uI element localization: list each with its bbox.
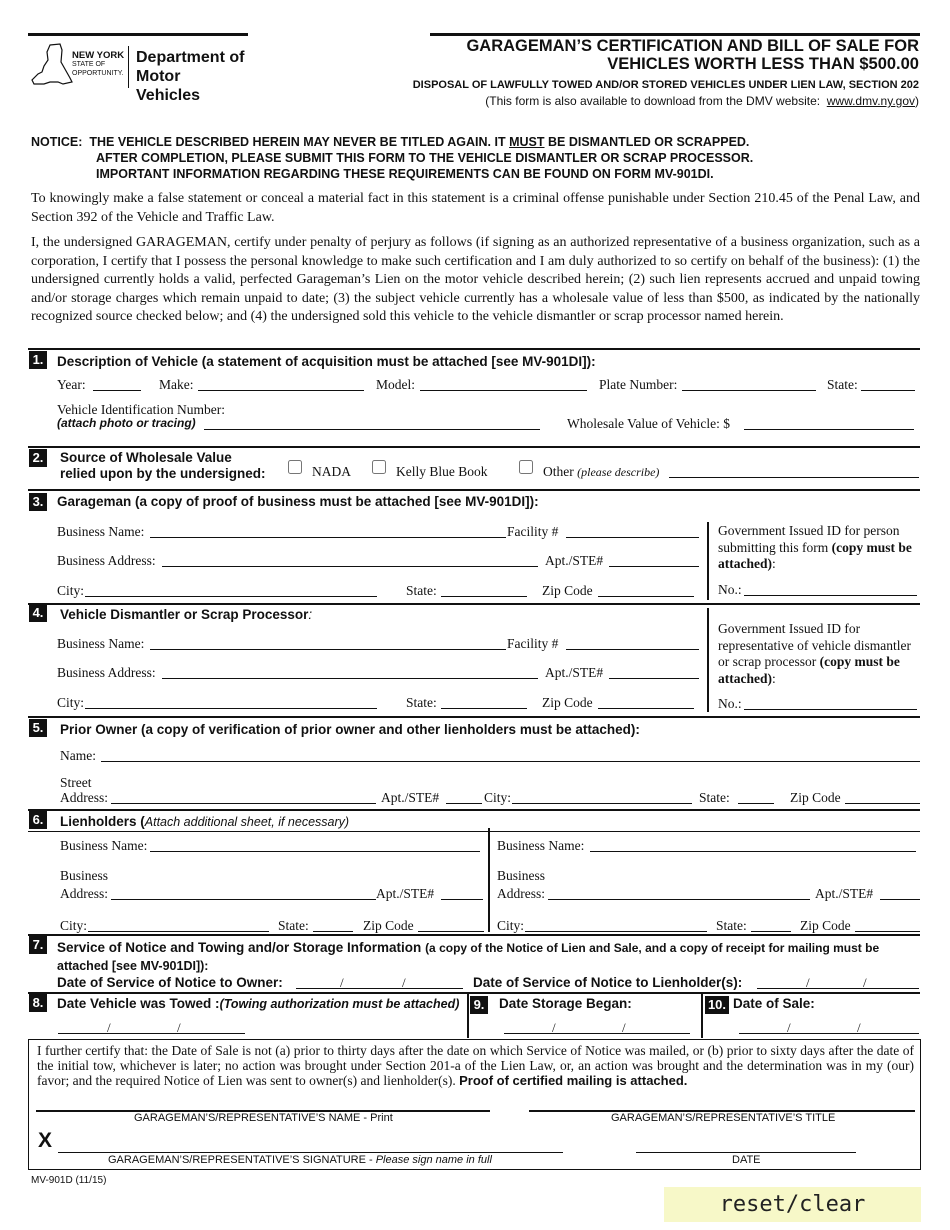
dismantler-id-no-label: No.:: [718, 696, 742, 711]
gov-id-attached: attached): [718, 556, 772, 571]
section4-title: [60, 607, 312, 622]
new-york-state-map-icon: [30, 42, 74, 88]
representative-name-label: GARAGEMAN’S/REPRESENTATIVE’S NAME - Print: [134, 1112, 393, 1124]
logo-state-text: [72, 51, 124, 78]
dismantler-apt-label: Apt./STE#: [545, 665, 604, 680]
model-label: Model:: [376, 377, 415, 392]
section2-title-line2: relied upon by the undersigned:: [60, 466, 266, 481]
wholesale-value-input[interactable]: [744, 416, 914, 430]
other-source-input[interactable]: [669, 464, 919, 478]
dismantler-gov-id-colon: :: [772, 670, 776, 686]
representative-name-input[interactable]: [36, 1096, 490, 1112]
plate-number-input[interactable]: [682, 377, 816, 391]
year-label: Year:: [57, 377, 86, 392]
garageman-zip-label: Zip Code: [542, 583, 593, 598]
section2-rule: [28, 446, 920, 448]
year-input[interactable]: [93, 377, 141, 391]
lienholder-date-slash2: /: [863, 975, 867, 990]
gov-id-line2: submitting this form: [718, 539, 829, 555]
dismantler-business-name-label: Business Name:: [57, 636, 145, 651]
lienholder2-address-label: Address:: [497, 886, 545, 901]
lienholder1-apt-input[interactable]: [441, 886, 483, 900]
section8-title-text: Date Vehicle was Towed :: [57, 996, 220, 1011]
other-source-label: [543, 464, 659, 480]
section7-title-note2: attached [see MV-901DI]):: [57, 959, 209, 973]
signature-input[interactable]: [58, 1137, 563, 1153]
section1-number: 1.: [29, 351, 47, 369]
section7-title-note: (a copy of the Notice of Lien and Sale, and a copy of receipt for mailing must be: [425, 941, 880, 955]
nada-label: NADA: [312, 464, 351, 479]
signature-label-text: GARAGEMAN’S/REPRESENTATIVE’S SIGNATURE -: [108, 1154, 373, 1166]
section5-title: Prior Owner (a copy of verification of prior owner and other lienholders must be attached):: [60, 722, 640, 737]
section3-number: 3.: [29, 493, 47, 511]
notice-line1-a: THE VEHICLE DESCRIBED HEREIN MAY NEVER BE TITLED AGAIN. IT: [89, 135, 506, 149]
prior-owner-apt-label: Apt./STE#: [381, 790, 440, 805]
vin-note: (attach photo or tracing): [57, 416, 196, 430]
section3-rule: [28, 489, 920, 491]
logo-dept-line2: Motor Vehicles: [136, 68, 201, 104]
gov-id-colon: :: [772, 556, 776, 571]
section10-divider: [701, 994, 703, 1038]
make-label: Make:: [159, 377, 194, 392]
prior-owner-name-input[interactable]: [101, 748, 920, 762]
header-top-rule-right: [430, 33, 920, 36]
owner-date-slash1: /: [340, 975, 344, 990]
lienholder1-business-name-label: Business Name:: [60, 838, 148, 853]
prior-owner-street-label: Street: [60, 775, 92, 790]
logo-dept-text: [136, 48, 245, 105]
final-certify-text: I further certify that: the Date of Sale is not (a) prior to thirty days after the date on which Service of Notice was mailed, or (b) prior to sixty days after the date of the initial tow, whichever is later; no action was brought under Section 201-a of the Lien Law, or, an action was brought and the determination was in my (our) favor; and the required Notice of Lien was sent to owner(s) and lienholder(s).: [37, 1043, 914, 1088]
dismantler-facility-input[interactable]: [566, 636, 699, 650]
nada-checkbox[interactable]: [288, 460, 302, 474]
garageman-business-address-input[interactable]: [162, 553, 538, 567]
section4-title-text: Vehicle Dismantler or Scrap Processor: [60, 607, 309, 622]
dismantler-business-name-input[interactable]: [150, 636, 506, 650]
dismantler-apt-input[interactable]: [609, 665, 699, 679]
section6-rule: [28, 809, 920, 811]
prior-owner-zip-label: Zip Code: [790, 790, 841, 805]
section10-title: Date of Sale:: [733, 996, 815, 1011]
lienholder2-state-label: State:: [716, 918, 747, 933]
section3-title: Garageman (a copy of proof of business must be attached [see MV-901DI]):: [57, 494, 539, 509]
vehicle-state-label: State:: [827, 377, 858, 392]
section6-sub-rule: [28, 831, 920, 832]
certification-paragraph: I, the undersigned GARAGEMAN, certify under penalty of perjury as follows (if signing as an authorized representative of a business organization, such as a corporation, I certify that I possess the personal knowledge to make such certification and I am duly authorized to so certify on behalf of the business): (1) the undersigned currently holds a valid, perfected Garageman’s Lien on the motor vehicle described herein; (2) such lien represents accrued and unpaid towing and/or storage charges which remain unpaid to date; (3) the subject vehicle currently has a wholesale value of less than $500, as indicated by the nationally recognized source checked below; and (4) the undersigned sold this vehicle to the vehicle dismantler or scrap processor named herein.: [31, 235, 920, 324]
lienholder1-address-label: Address:: [60, 886, 108, 901]
garageman-business-name-input[interactable]: [150, 524, 506, 538]
signature-label: [108, 1154, 492, 1166]
lienholder1-city-input[interactable]: [88, 918, 269, 932]
section5-number: 5.: [29, 719, 47, 737]
dismantler-gov-id-label: [718, 621, 921, 687]
section9-number: 9.: [470, 996, 488, 1014]
lienholder2-city-label: City:: [497, 918, 525, 933]
prior-owner-address-input[interactable]: [111, 790, 376, 804]
make-input[interactable]: [198, 377, 364, 391]
garageman-business-name-label: Business Name:: [57, 524, 145, 539]
logo-state-line1: NEW YORK: [72, 50, 125, 61]
vehicle-state-input[interactable]: [861, 377, 915, 391]
sale-date-input[interactable]: [739, 1020, 919, 1034]
wholesale-value-label: Wholesale Value of Vehicle: $: [567, 416, 730, 431]
plate-number-label: Plate Number:: [599, 377, 678, 392]
lienholder1-apt-label: Apt./STE#: [376, 886, 435, 901]
garageman-facility-input[interactable]: [566, 524, 699, 538]
section3-id-divider: [707, 522, 709, 600]
logo-divider: [128, 46, 129, 88]
dismantler-city-input[interactable]: [85, 695, 377, 709]
dismantler-gov-id-line1: Government Issued ID for: [718, 621, 861, 636]
lienholder1-business-label: Business: [60, 868, 109, 883]
section4-rule: [28, 603, 920, 605]
dismantler-city-label: City:: [57, 695, 85, 710]
signature-date-input[interactable]: [636, 1137, 856, 1153]
sale-date-slash2: /: [857, 1020, 861, 1035]
lienholder2-zip-label: Zip Code: [800, 918, 851, 933]
signature-label-note: Please sign name in full: [375, 1154, 492, 1166]
dismantler-gov-id-bold1: (copy must be: [819, 654, 900, 669]
dismantler-gov-id-line2: representative of vehicle dismantler: [718, 637, 912, 653]
garageman-facility-label: Facility #: [507, 524, 559, 539]
lienholder2-business-label: Business: [497, 868, 546, 883]
lienholder2-business-name-input[interactable]: [590, 838, 916, 852]
garageman-city-input[interactable]: [85, 583, 377, 597]
final-certification-text: [37, 1043, 914, 1088]
kelly-blue-book-label: Kelly Blue Book: [396, 464, 488, 479]
section6-title: [60, 814, 349, 829]
notice-line3: IMPORTANT INFORMATION REGARDING THESE REQUIREMENTS CAN BE FOUND ON FORM MV-901DI.: [96, 167, 714, 181]
garageman-zip-input[interactable]: [598, 583, 694, 597]
warning-paragraph: To knowingly make a false statement or conceal a material fact in this statement is a criminal offense punishable under Section 210.45 of the Penal Law, and Section 392 of the Vehicle and Traffic Law.: [31, 191, 920, 225]
section8-title: [57, 996, 459, 1011]
form-title-line1: GARAGEMAN’S CERTIFICATION AND BILL OF SALE FOR: [466, 37, 919, 55]
form-title-line2: VEHICLES WORTH LESS THAN $500.00: [607, 55, 919, 73]
section7-title-text: Service of Notice and Towing and/or Storage Information: [57, 940, 422, 955]
prior-owner-state-input[interactable]: [738, 790, 774, 804]
section8-number: 8.: [29, 994, 47, 1012]
form-id: MV-901D (11/15): [31, 1175, 107, 1186]
representative-title-input[interactable]: [529, 1096, 915, 1112]
section1-title: Description of Vehicle (a statement of acquisition must be attached [see MV-901DI]):: [57, 354, 596, 369]
download-note-close: ): [915, 94, 919, 108]
lienholder2-city-input[interactable]: [525, 918, 707, 932]
storage-date-slash2: /: [622, 1020, 626, 1035]
dismantler-state-input[interactable]: [441, 695, 527, 709]
section10-number: 10.: [705, 996, 729, 1014]
download-note-text: (This form is also available to download from the DMV website:: [485, 94, 821, 108]
section6-title-note: Attach additional sheet, if necessary): [144, 815, 350, 829]
towed-date-input[interactable]: [58, 1020, 245, 1034]
owner-notice-date-label: Date of Service of Notice to Owner:: [57, 975, 283, 990]
lienholder-date-slash1: /: [806, 975, 810, 990]
dismantler-state-label: State:: [406, 695, 437, 710]
download-note: [485, 94, 919, 108]
section4-number: 4.: [29, 604, 47, 622]
prior-owner-zip-input[interactable]: [845, 790, 920, 804]
section4-id-divider: [707, 608, 709, 712]
model-input[interactable]: [420, 377, 587, 391]
notice-block: [31, 134, 753, 182]
lienholder2-business-name-label: Business Name:: [497, 838, 585, 853]
owner-notice-date-input[interactable]: [296, 975, 463, 989]
dismantler-business-address-input[interactable]: [162, 665, 538, 679]
section7-number: 7.: [29, 936, 47, 954]
dismantler-gov-id-line3: or scrap processor: [718, 654, 817, 669]
gov-id-line1: Government Issued ID for person: [718, 523, 900, 538]
vin-label: Vehicle Identification Number:: [57, 402, 225, 417]
representative-title-label: GARAGEMAN’S/REPRESENTATIVE’S TITLE: [611, 1112, 836, 1124]
section2-title: [60, 450, 266, 482]
sale-date-slash1: /: [787, 1020, 791, 1035]
kelly-blue-book-checkbox[interactable]: [372, 460, 386, 474]
form-title: [466, 37, 919, 73]
storage-began-date-input[interactable]: [504, 1020, 690, 1034]
other-label-text: Other: [543, 464, 574, 479]
garageman-state-input[interactable]: [441, 583, 527, 597]
lienholder1-city-label: City:: [60, 918, 88, 933]
other-label-note: (please describe): [577, 465, 660, 479]
lienholder-notice-date-input[interactable]: [757, 975, 919, 989]
vin-input[interactable]: [204, 416, 540, 430]
lienholder2-state-input[interactable]: [751, 918, 791, 932]
prior-owner-city-input[interactable]: [512, 790, 692, 804]
reset-clear-button[interactable]: reset/clear: [664, 1187, 921, 1222]
lienholder2-address-input[interactable]: [548, 886, 810, 900]
garageman-gov-id-label: [718, 523, 921, 573]
notice-must: MUST: [509, 135, 545, 149]
dismantler-business-address-label: Business Address:: [57, 665, 156, 680]
signature-date-label: DATE: [732, 1154, 761, 1166]
other-source-checkbox[interactable]: [519, 460, 533, 474]
section6-number: 6.: [29, 811, 47, 829]
prior-owner-address-label: Address:: [60, 790, 108, 805]
dismantler-facility-label: Facility #: [507, 636, 559, 651]
storage-date-slash1: /: [552, 1020, 556, 1035]
section6-title-text: Lienholders (: [60, 814, 145, 829]
garageman-id-no-label: No.:: [718, 582, 742, 597]
towed-date-slash2: /: [177, 1020, 181, 1035]
signature-x-mark: X: [38, 1129, 53, 1152]
section9-title: Date Storage Began:: [499, 996, 632, 1011]
garageman-apt-label: Apt./STE#: [545, 553, 604, 568]
prior-owner-state-label: State:: [699, 790, 730, 805]
section4-title-colon: :: [308, 607, 313, 622]
lienholder1-address-input[interactable]: [111, 886, 376, 900]
section8-title-note: (Towing authorization must be attached): [219, 997, 460, 1011]
notice-line2: AFTER COMPLETION, PLEASE SUBMIT THIS FORM TO THE VEHICLE DISMANTLER OR SCRAP PROCESSOR.: [96, 151, 754, 165]
section2-number: 2.: [29, 449, 47, 467]
lienholder2-apt-label: Apt./STE#: [815, 886, 874, 901]
lienholder1-zip-input[interactable]: [418, 918, 484, 932]
prior-owner-apt-input[interactable]: [446, 790, 482, 804]
garageman-business-address-label: Business Address:: [57, 553, 156, 568]
lienholder1-state-label: State:: [278, 918, 309, 933]
section1-rule: [28, 348, 920, 350]
section2-title-line1: Source of Wholesale Value: [60, 450, 232, 465]
final-certify-bold: Proof of certified mailing is attached.: [459, 1073, 688, 1088]
towed-date-slash1: /: [107, 1020, 111, 1035]
owner-date-slash2: /: [402, 975, 406, 990]
dismantler-zip-label: Zip Code: [542, 695, 593, 710]
form-subtitle: DISPOSAL OF LAWFULLY TOWED AND/OR STORED VEHICLES UNDER LIEN LAW, SECTION 202: [412, 79, 919, 91]
header-top-rule: [28, 33, 248, 36]
dismantler-id-no-input[interactable]: [744, 696, 917, 710]
garageman-city-label: City:: [57, 583, 85, 598]
notice-label: NOTICE:: [31, 135, 83, 149]
lienholder1-zip-label: Zip Code: [363, 918, 414, 933]
logo-dept-line1: Department of: [136, 49, 245, 66]
prior-owner-city-label: City:: [484, 790, 512, 805]
lienholder2-zip-input[interactable]: [855, 918, 920, 932]
garageman-id-no-input[interactable]: [744, 582, 917, 596]
nys-logo: [30, 42, 245, 104]
lienholder1-state-input[interactable]: [313, 918, 353, 932]
gov-id-bold: (copy must be: [831, 539, 912, 555]
section6-divider: [488, 828, 490, 932]
logo-state-line3: OPPORTUNITY.: [72, 70, 124, 77]
lienholder1-business-name-input[interactable]: [150, 838, 480, 852]
garageman-apt-input[interactable]: [609, 553, 699, 567]
lienholder2-apt-input[interactable]: [880, 886, 920, 900]
dismantler-gov-id-bold2: attached): [718, 670, 772, 686]
section7-rule: [28, 934, 920, 936]
section9-divider: [467, 994, 469, 1038]
prior-owner-name-label: Name:: [60, 748, 96, 763]
section8-rule: [28, 992, 920, 994]
section7-title: [57, 939, 920, 975]
notice-line1-b: BE DISMANTLED OR SCRAPPED.: [548, 135, 750, 149]
dmv-website-link[interactable]: www.dmv.ny.gov: [826, 94, 915, 108]
lienholder-notice-date-label: Date of Service of Notice to Lienholder(s):: [473, 975, 743, 990]
section5-rule: [28, 716, 920, 718]
logo-state-line2: STATE OF: [72, 61, 106, 68]
dismantler-zip-input[interactable]: [598, 695, 694, 709]
garageman-state-label: State:: [406, 583, 437, 598]
